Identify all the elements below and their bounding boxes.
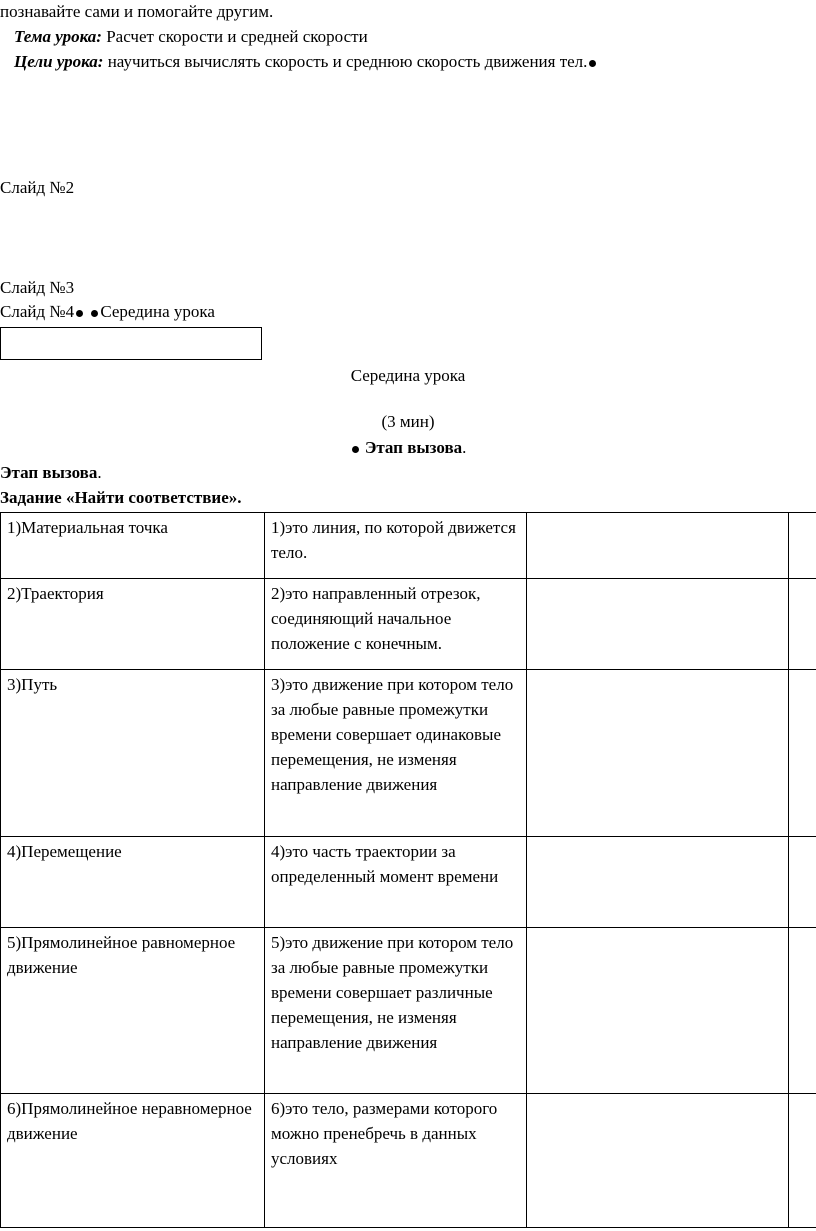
topic-label: Тема урока: xyxy=(14,27,102,46)
definition-cell: 4)это часть траектории за определенный момент времени xyxy=(265,837,527,928)
middle-duration: (3 мин) xyxy=(381,412,435,431)
table-row xyxy=(1,928,816,1094)
topic-value: Расчет скорости и средней скорости xyxy=(101,27,368,46)
slide-4-suffix: Середина урока xyxy=(100,302,215,321)
extra-cell xyxy=(789,513,816,579)
answer-cell[interactable] xyxy=(527,579,789,670)
goal-line xyxy=(14,50,598,74)
slide-4-label: Слайд №4 xyxy=(0,302,75,321)
definition-cell: 6)это тело, размерами которого можно пренебречь в данных условиях xyxy=(265,1094,527,1228)
empty-frame xyxy=(0,327,262,360)
table-row xyxy=(1,513,816,579)
bullet-icon xyxy=(589,60,596,67)
extra-cell xyxy=(789,928,816,1094)
table-row xyxy=(1,1094,816,1228)
definition-cell: 2)это направленный отрезок, соединяющий начальное положение с конечным. xyxy=(265,579,527,670)
stage-centered xyxy=(0,436,816,460)
answer-cell[interactable] xyxy=(527,513,789,579)
term-cell: 6)Прямолинейное неравномерное движение xyxy=(1,1094,265,1228)
stage-centered-period: . xyxy=(462,438,467,457)
table-row xyxy=(1,579,816,670)
definition-cell: 5)это движение при котором тело за любые равные промежутки времени совершает различные перемещения, не изменяя направление движения xyxy=(265,928,527,1094)
term-cell: 5)Прямолинейное равномерное движение xyxy=(1,928,265,1094)
extra-cell xyxy=(789,837,816,928)
term-cell: 4)Перемещение xyxy=(1,837,265,928)
definition-cell: 3)это движение при котором тело за любые равные промежутки времени совершает одинаковые перемещения, не изменяя направление движения xyxy=(265,670,527,837)
bullet-icon xyxy=(352,446,359,453)
topic-line xyxy=(14,25,368,49)
bullet-icon xyxy=(76,310,83,317)
table-row xyxy=(1,670,816,837)
intro-line: познавайте сами и помогайте другим. xyxy=(0,2,274,21)
slide-4-line xyxy=(0,300,215,324)
task-title: Задание «Найти соответствие». xyxy=(0,488,242,507)
term-cell: 3)Путь xyxy=(1,670,265,837)
stage-centered-label: Этап вызова xyxy=(364,438,463,457)
extra-cell xyxy=(789,1094,816,1228)
stage-line xyxy=(0,461,102,485)
goal-label: Цели урока: xyxy=(14,52,104,71)
answer-cell[interactable] xyxy=(527,837,789,928)
table-row xyxy=(1,837,816,928)
term-cell: 2)Траектория xyxy=(1,579,265,670)
stage-label: Этап вызова xyxy=(0,463,98,482)
matching-table xyxy=(0,512,816,1228)
extra-cell xyxy=(789,670,816,837)
slide-3-label: Слайд №3 xyxy=(0,278,75,297)
answer-cell[interactable] xyxy=(527,928,789,1094)
goal-value: научиться вычислять скорость и среднюю скорость движения тел. xyxy=(103,52,588,71)
extra-cell xyxy=(789,579,816,670)
answer-cell[interactable] xyxy=(527,670,789,837)
stage-period: . xyxy=(97,463,102,482)
definition-cell: 1)это линия, по которой движется тело. xyxy=(265,513,527,579)
slide-2-label: Слайд №2 xyxy=(0,178,75,197)
middle-title: Середина урока xyxy=(350,366,466,385)
answer-cell[interactable] xyxy=(527,1094,789,1228)
bullet-icon xyxy=(91,310,98,317)
term-cell: 1)Материальная точка xyxy=(1,513,265,579)
